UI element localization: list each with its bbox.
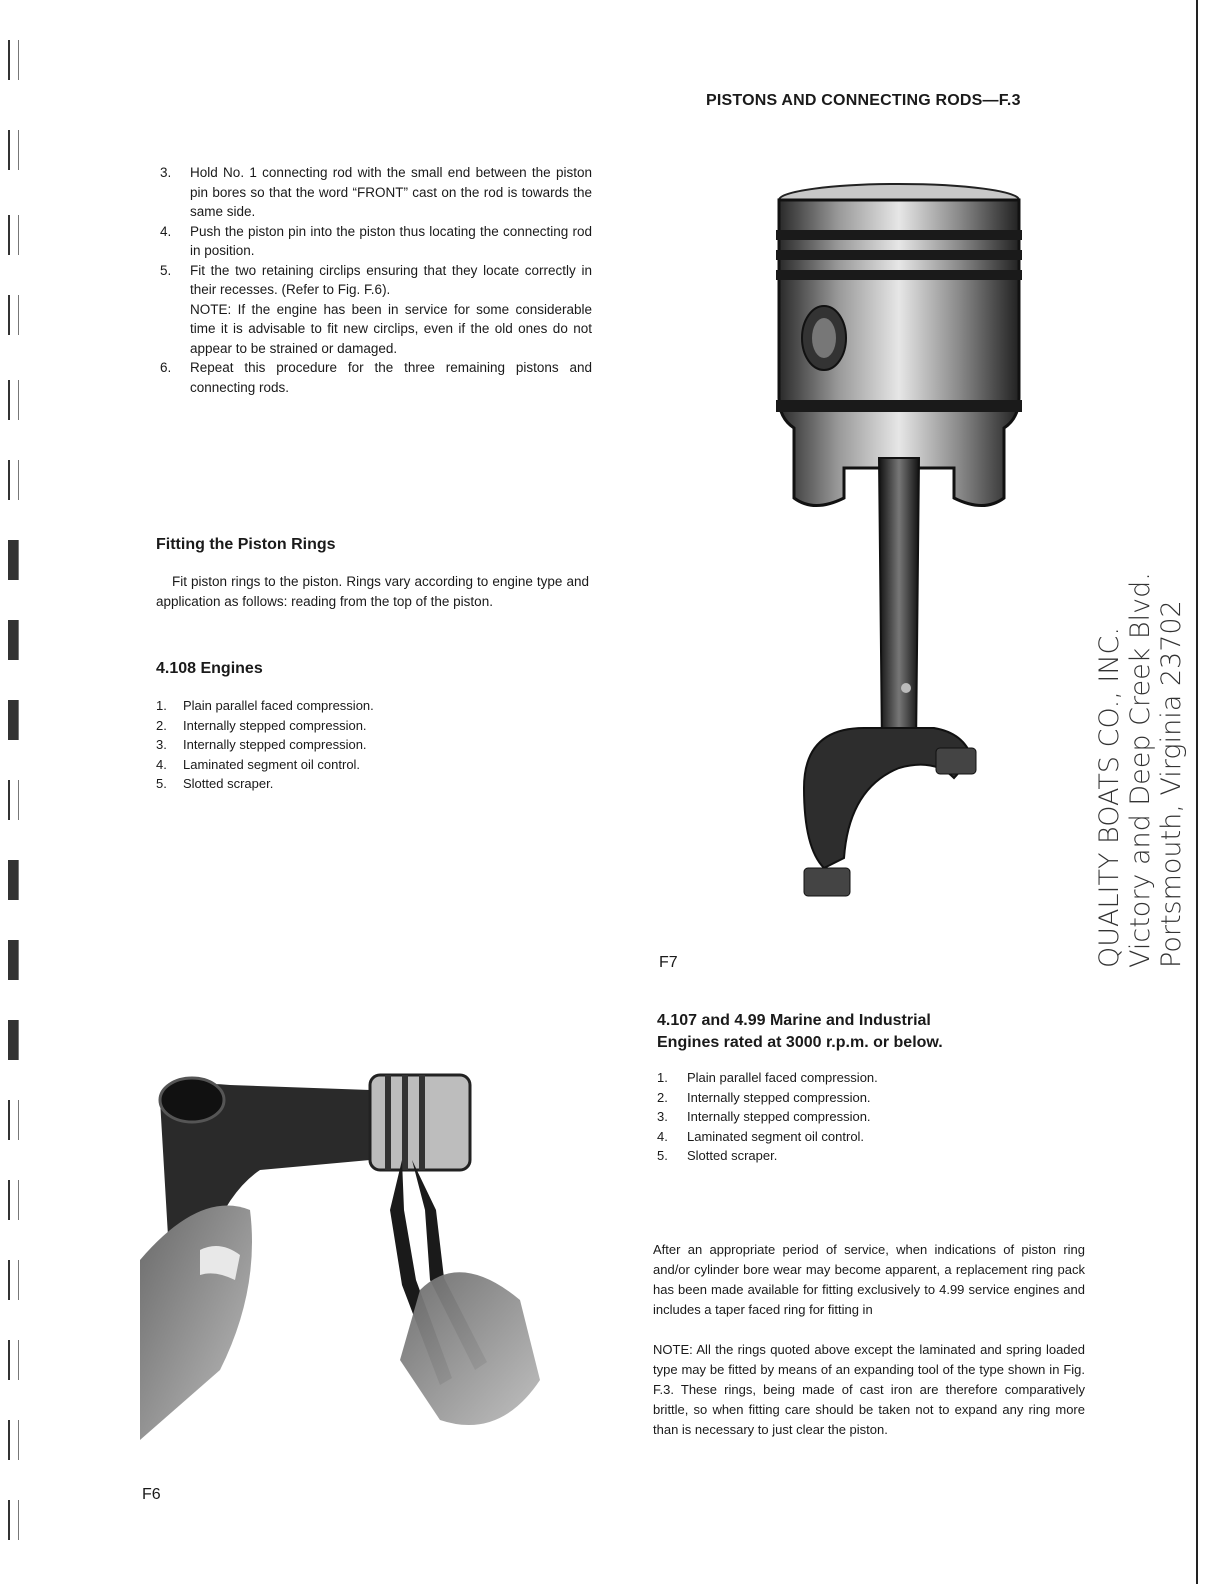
item-number: 4.: [657, 1128, 668, 1144]
procedure-steps: [160, 163, 592, 397]
item-number: 2.: [156, 717, 167, 733]
piston-connecting-rod-figure: [654, 168, 1104, 938]
step-text: Hold No. 1 connecting rod with the small end between the piston pin bores so that the word “FRONT” cast on the rod is towards the same side.: [190, 165, 592, 219]
dealer-stamp: [1094, 572, 1194, 968]
page-edge-rule: [1196, 0, 1198, 1584]
item-text: Laminated segment oil control.: [183, 756, 361, 772]
item-number: 3.: [657, 1109, 668, 1124]
step-item: [160, 261, 592, 359]
item-text: Internally stepped compression.: [183, 717, 367, 733]
step-text: Repeat this procedure for the three remaining pistons and connecting rods.: [190, 360, 592, 395]
item-text: Internally stepped compression.: [687, 1089, 871, 1105]
ring-list-4108: [156, 696, 476, 794]
note-paragraph: NOTE: All the rings quoted above except the laminated and spring loaded type may be fitted by means of an expanding tool of the type shown in Fig. F.3. These rings, being made of cast iron are therefore comparatively brittle, so when fitting care should be taken not to expand any ring more than is necessary to just clear the piston.: [653, 1342, 1085, 1437]
ring-list-4107: [657, 1068, 977, 1166]
figure-label-f6: F6: [142, 1486, 161, 1503]
page-header: PISTONS AND CONNECTING RODS—F.3: [706, 92, 1021, 109]
heading-line: Engines rated at 3000 r.p.m. or below.: [657, 1034, 943, 1051]
service-paragraph: After an appropriate period of service, when indications of piston ring and/or cylinder bore wear may become apparent, a replacement ring pack has been made available for fitting exclusively to 4.99 service engines and includes a taper faced ring for fitting in: [653, 1242, 1085, 1317]
section-heading-4107: [657, 1010, 1077, 1054]
list-item: [156, 755, 476, 775]
step-text: Fit the two retaining circlips ensuring that they locate correctly in their recesses. (Refer to Fig. F.6).: [190, 262, 592, 297]
step-number: 4.: [160, 223, 172, 239]
item-number: 5.: [657, 1148, 668, 1163]
section-intro: Fit piston rings to the piston. Rings vary according to engine type and application as follows: reading from the top of the piston.: [156, 574, 589, 609]
section-heading-fitting: Fitting the Piston Rings: [156, 536, 336, 553]
list-item: [156, 735, 476, 755]
list-item: [657, 1107, 977, 1127]
item-text: Plain parallel faced compression.: [687, 1070, 878, 1085]
item-text: Slotted scraper.: [183, 776, 274, 791]
page-binding-marks: [8, 40, 22, 1560]
item-text: Internally stepped compression.: [183, 737, 367, 752]
figure-label-f7: F7: [659, 954, 678, 971]
item-number: 5.: [156, 776, 167, 791]
step-item: [160, 358, 592, 397]
step-number: 6.: [160, 360, 172, 375]
item-number: 4.: [156, 756, 167, 772]
step-item: [160, 163, 592, 222]
list-item: [657, 1088, 977, 1108]
circlip-fitting-figure: [140, 1040, 550, 1460]
step-number: 3.: [160, 165, 172, 180]
stamp-line: Portsmouth, Virginia 23702: [1156, 600, 1187, 968]
list-item: [156, 774, 476, 794]
item-number: 2.: [657, 1089, 668, 1105]
list-item: [156, 696, 476, 716]
list-item: [657, 1146, 977, 1166]
item-text: Laminated segment oil control.: [687, 1128, 865, 1144]
circlip-pliers: [390, 1160, 540, 1425]
connecting-rod: [804, 458, 976, 896]
step-item: [160, 222, 592, 261]
item-text: Slotted scraper.: [687, 1148, 778, 1163]
section-heading-4108: 4.108 Engines: [156, 660, 263, 677]
item-text: Plain parallel faced compression.: [183, 698, 374, 713]
step-number: 5.: [160, 262, 172, 278]
heading-line: 4.107 and 4.99 Marine and Industrial: [657, 1012, 931, 1029]
item-number: 1.: [156, 698, 167, 713]
item-number: 3.: [156, 737, 167, 752]
item-text: Internally stepped compression.: [687, 1109, 871, 1124]
step-note: NOTE: If the engine has been in service for some considerable time it is advisable to fit new circlips, even if the old ones do not appear to be strained or damaged.: [190, 301, 592, 356]
step-text: Push the piston pin into the piston thus locating the connecting rod in position.: [190, 223, 592, 258]
list-item: [156, 716, 476, 736]
list-item: [657, 1068, 977, 1088]
list-item: [657, 1127, 977, 1147]
stamp-line: QUALITY BOATS CO., INC.: [1094, 627, 1125, 968]
item-number: 1.: [657, 1070, 668, 1085]
stamp-line: Victory and Deep Creek Blvd.: [1125, 572, 1156, 968]
